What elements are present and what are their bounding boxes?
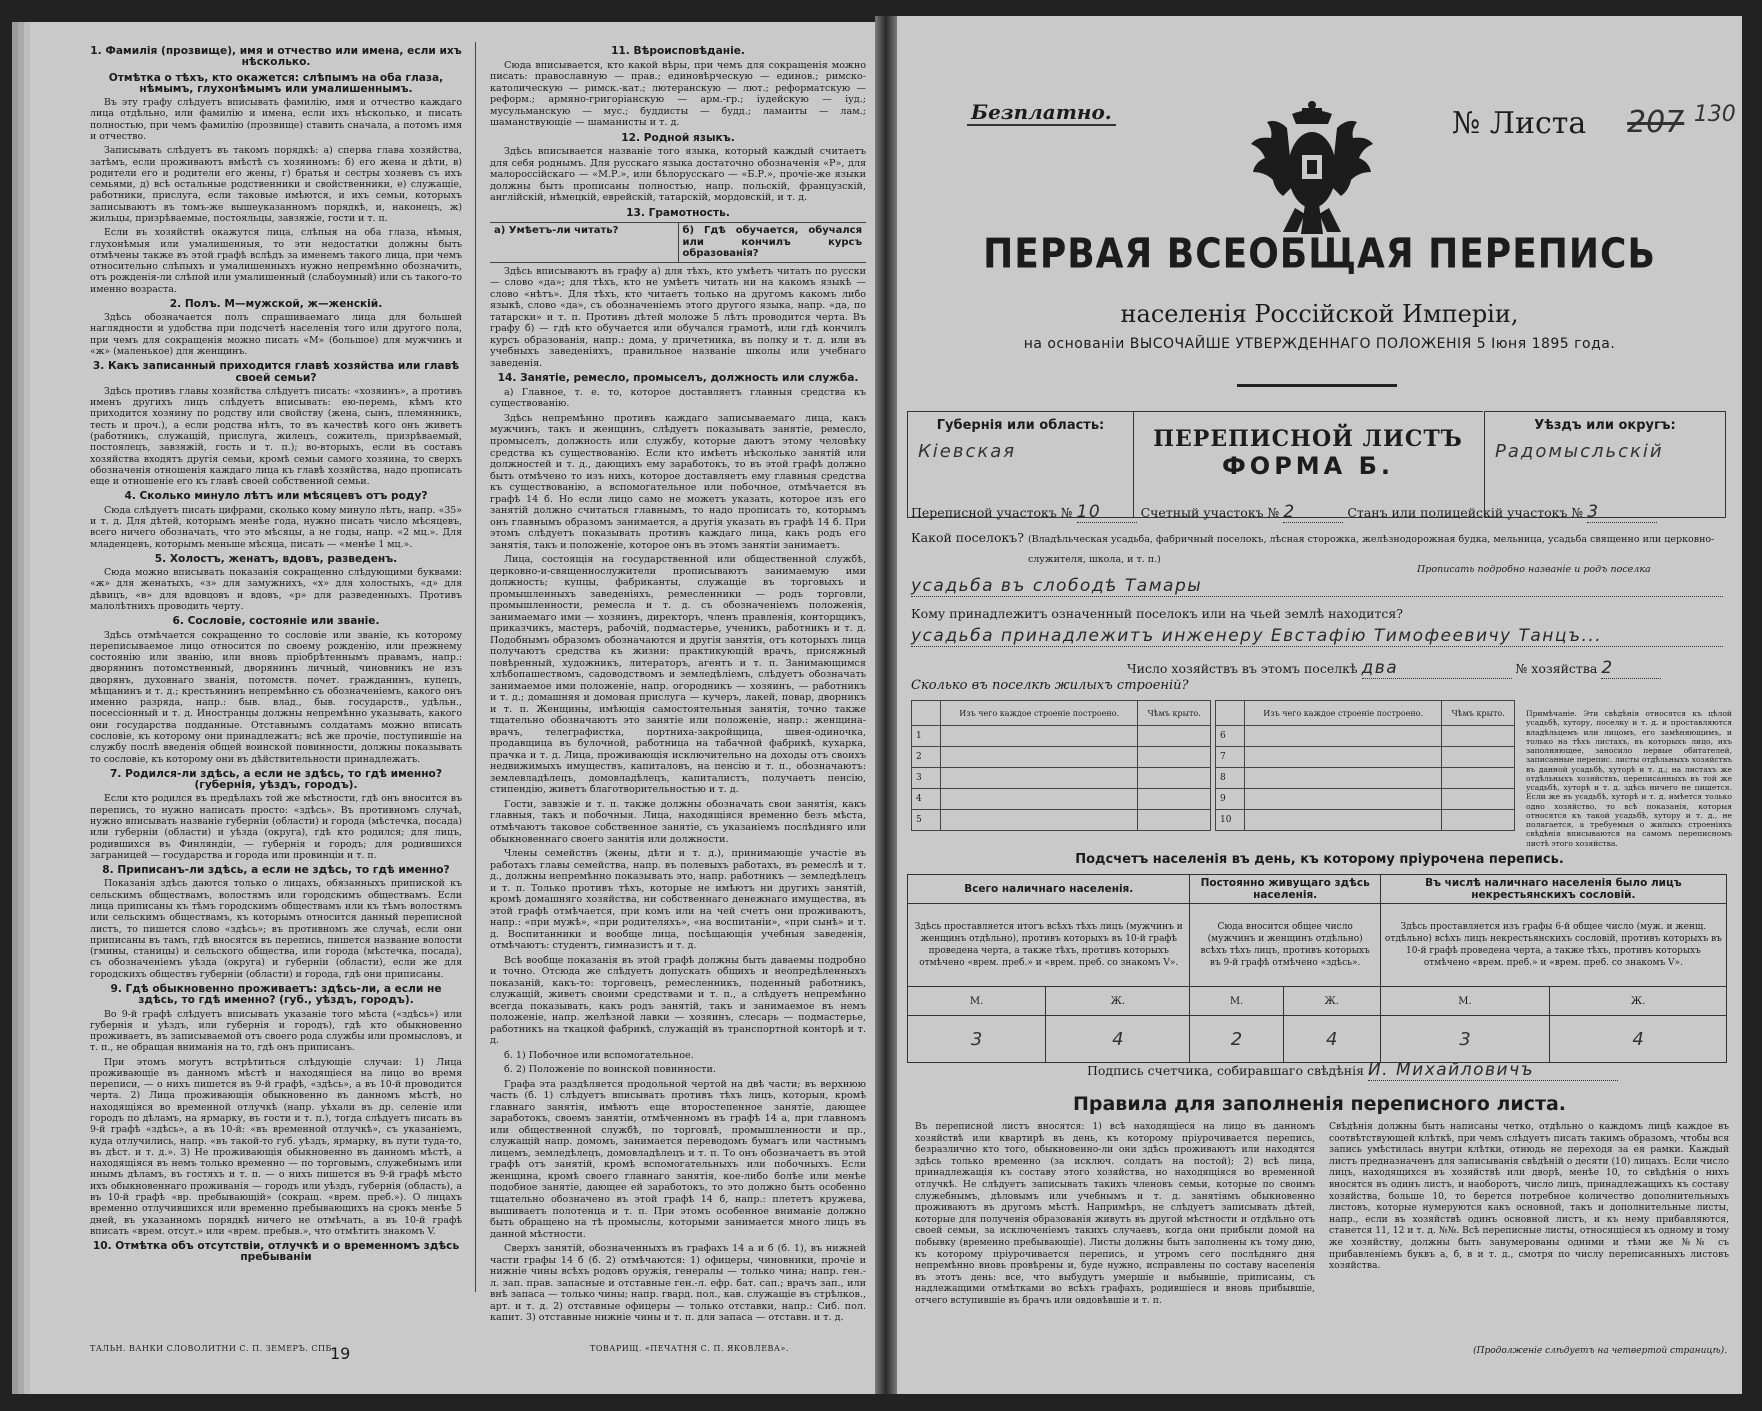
double-headed-eagle-icon: [1247, 100, 1377, 240]
printer-credit-left: ТАЛЬН. ВАНКИ СЛОВОЛИТНИ С. П. ЗЕМЕРЪ. СПБ.: [90, 1344, 335, 1353]
settlement-label: Какой поселокъ?: [911, 530, 1024, 545]
sheet-number-value: [1627, 102, 1736, 140]
male-label: М.: [908, 987, 1046, 1016]
section-heading: 8. Приписанъ-ли здѣсь, а если не здѣсь, то гдѣ именно?: [102, 864, 450, 877]
paragraph: Показанія здѣсь даются только о лицахъ, обязанныхъ припиской къ сельскимъ обществамъ, волостямъ или городскимъ обществамъ. Если лица приписаны къ тѣмъ городскимъ обществамъ или къ тѣмъ волостямъ или сельскимъ обществамъ, къ которымъ относится данный переписной листъ, то пишется слово «здѣсь»; въ противномъ же случаѣ, если они приписаны въ тамъ, гдѣ вносятся въ перепись, пишется название волости (гмины, станицы) и сельского общества, или города (мѣстечка, посада), съ обозначеніемъ уѣзда (округа) и губерніи (области), если же для городскихъ обществъ губерніи (области) и города, гдѣ они приписаны.: [90, 878, 462, 980]
pop-desc-non-peasant: Здѣсь проставляется изъ графы 6-й общее число (муж. и женщ. отдѣльно) всѣхъ лицъ некрестьянскихъ сословій, противъ которыхъ въ 10-й графѣ проведена черта, а также тѣхъ, противъ которыхъ отмѣчено «врем. преб.» и «врем. преб. со знакомъ V».: [1380, 904, 1726, 987]
counting-section-value: 2: [1283, 502, 1343, 523]
left-page: [30, 22, 875, 1394]
sections-line: [911, 502, 1657, 523]
left-column-2: [490, 42, 866, 1327]
form-title: ПЕРЕПИСНОЙ ЛИСТЪ: [1153, 426, 1463, 452]
sheet-number-current: 130: [1693, 102, 1736, 127]
paragraph: Въ эту графу слѣдуетъ вписывать фамилію, имя и отчество каждаго лица отдѣльно, или фамилію и имена, если ихъ нѣсколько, и писать полностью, при чемъ фамилію (прозвище) ставить сначала, а потомъ имя и отчество.: [90, 97, 462, 142]
table-row: 5: [912, 810, 1211, 831]
sheet-number-label: № Листа: [1452, 106, 1587, 141]
literacy-subheader: а) Умѣетъ-ли читать?: [494, 225, 619, 237]
male-label: М.: [1380, 987, 1549, 1016]
table-row: 10: [1216, 810, 1515, 831]
population-table: [907, 874, 1727, 1063]
bld-header-name: Изъ чего каждое строеніе построено.: [941, 701, 1138, 726]
paragraph: б. 2) Положеніе по воинской повинности.: [504, 1064, 716, 1076]
paragraph: Здѣсь отмѣчается сокращенно то сословіе или званіе, къ которому переписываемое лицо относится по своему рожденію, или прежнему состоянію или званію, или вновь пріобрѣтеннымъ правамъ, напр.: дворянинъ потомственный, дворянинъ личный, чиновникъ не изъ дворянъ, духовнаго званія, потомств. почет. гражданинъ, купецъ, мѣщанинъ и т. д.; крестьянинъ непремѣнно съ обозначеніемъ, какого онъ именно разряда, напр.: быв. влад., быв. государств., удѣльн., посессіонный и т. д. Иностранцы должны непремѣнно указывать, какого они государства подданные. Отставнымъ солдатамъ можно вписать сословіе, къ которому они принадлежатъ; всѣ же прочіе, поступившіе на службу послѣ введенія общей воинской повинности, должны показывать то сословіе, къ которому они въ дѣйствительности принадлежатъ.: [90, 629, 462, 765]
section-heading: 6. Сословіе, состояніе или званіе.: [172, 615, 380, 628]
buildings-table-right: [1215, 700, 1515, 831]
settlement-hint: (Владѣльческая усадьба, фабричный поселокъ, лѣсная сторожка, желѣзнодорожная будка, мельница, усадьба священно или церковно-служителя, школа, и т. п.): [1027, 534, 1715, 565]
section-heading: 4. Сколько минуло лѣтъ или мѣсяцевъ отъ роду?: [124, 490, 428, 503]
stan-value: 3: [1587, 502, 1657, 523]
district-value: Радомысльскій: [1495, 441, 1664, 462]
census-basis: на основаніи ВЫСОЧАЙШЕ УТВЕРЖДЕННАГО ПОЛОЖЕНІЯ 5 Іюня 1895 года.: [1023, 336, 1616, 352]
census-subtitle: населенія Россійской Имперіи,: [1120, 300, 1519, 328]
census-title: ПЕРВАЯ ВСЕОБЩАЯ ПЕРЕПИСЬ: [983, 230, 1656, 279]
buildings-question: Сколько въ поселкѣ жилыхъ строеній?: [911, 678, 1189, 693]
paragraph: б. 1) Побочное или вспомогательное.: [504, 1049, 694, 1061]
column-divider: [475, 42, 476, 1292]
resident-female-count: 4: [1283, 1016, 1380, 1063]
table-row: 8: [1216, 768, 1515, 789]
section-heading: 12. Родной языкъ.: [621, 131, 735, 144]
owner-value-line: [911, 626, 1726, 647]
pop-desc-resident: Сюда вносится общее число (мужчинъ и женщинъ отдѣльно) всѣхъ тѣхъ лицъ, противъ которыхъ въ 9-й графѣ отмѣчено «здѣсь».: [1190, 904, 1380, 987]
right-page: [897, 16, 1742, 1394]
table-row: 4: [912, 789, 1211, 810]
section-heading: 7. Родился-ли здѣсь, а если не здѣсь, то гдѣ именно? (губернія, уѣздъ, городъ).: [110, 767, 442, 792]
district-label: Уѣздъ или округъ:: [1534, 418, 1676, 433]
resident-male-count: 2: [1190, 1016, 1283, 1063]
table-row: 7: [1216, 747, 1515, 768]
paragraph: Гости, завзжіе и т. п. также должны обозначать свои занятія, какъ главныя, такъ и побочныя. Лица, находящіяся временно безъ мѣста, отмѣчаютъ таковое собственное занятіе, съ указаніемъ послѣдняго или обыкновеннаго своего занятія или должности.: [490, 798, 866, 845]
paragraph: Сюда можно вписывать показанія сокращенно слѣдующими буквами: «ж» для женатыхъ, «з» для замужнихъ, «х» для холостыхъ, «д» для дѣвицъ, «в» для вдовцовъ и вдовъ, «р» для разведенныхъ. Противъ малолѣтнихъ проводить черту.: [90, 567, 462, 612]
counter-signature: И. Михайловичъ: [1368, 1060, 1618, 1081]
paragraph: Сверхъ занятій, обозначенныхъ въ графахъ 14 а и б (б. 1), въ нижней части графы 14 б (б. 2) отмѣчаются: 1) офицеры, чиновники, прочіе и нижніе чины всѣхъ родовъ оружія, генералы — только чина; напр. ген.-л. зап. прав. запасные и отставные ген.-л. ефр. бат. сап.; врачъ зап., или внѣ запаса — только чины; напр. гвард. пол., кав. служащіе въ стрѣлков., арт. и т. д. 2) отставные офицеры — только отставки, напр.: Сиб. пол. капит. 3) отставные нижніе чины и т. п. для запаса — отставн. и т. д.: [490, 1243, 866, 1324]
settlement-hint2-line: [1417, 560, 1651, 575]
table-row: 3: [912, 768, 1211, 789]
settlement-hint2: Прописать подробно названіе и родъ поселка: [1417, 564, 1651, 575]
present-male-count: 3: [908, 1016, 1046, 1063]
settlement-value-line: [911, 576, 1726, 597]
settlement-value: усадьба въ слободѣ Тамары: [911, 576, 1723, 597]
title-rule: [1237, 384, 1397, 387]
paragraph: Здѣсь противъ главы хозяйства слѣдуетъ писать: «хозяинъ», а противъ именъ другихъ лицъ слѣдуетъ вписывать: ею-перемь, кѣмъ кто приходится хозяину по родству или свойству (жена, сынъ, племянникъ, тесть и проч.), а если родства нѣтъ, то въ качествѣ кого онъ живетъ (работникъ, служащій, прислуга, жилецъ, сожитель, призрѣваемый, постоялецъ, завзяжій, гость и т. п.); во-вторыхъ, если въ составъ хозяйства входятъ другія семьи, кромѣ семьи самого хозяина, то сверхъ обозначенія отношенія каждаго лица къ главѣ хозяйства, надо прописать еще и отношеніе его къ главѣ своей собственной семьи.: [90, 385, 462, 488]
rules-right-text: Свѣдѣнія должны быть написаны четко, отдѣльно о каждомъ лицѣ каждое въ соотвѣтствующей клѣткѣ, при чемъ слѣдуетъ писать такимъ образомъ, чтобы вся запись умѣстилась внутри клѣтки, отнюдь не переходя за ея рамки. Каждый листъ предназначенъ для записыванія свѣдѣній о десяти (10) лицахъ. Если число лицъ, находящихся въ хозяйствѣ или дворѣ, менѣе 10, то свѣдѣнія о нихъ вносятся въ одинъ листъ, и наоборотъ, число лицъ, принадлежащихъ къ составу хозяйства, больше 10, то берется потребное количество дополнительныхъ листовъ, которые нумеруются какъ основной, такъ и дополнительные листы, напр., если въ хозяйствѣ одинъ основной листъ, и къ нему прибавляются, станется 11, 12 и т. д. №№. Всѣ переписные листы, относящіеся къ одному и тому же хозяйству, должны быть занумерованы одними и тѣми же №№ съ прибавленіемъ буквъ а, б, в и т. д., смотря по числу переписанныхъ листовъ хозяйства.: [1329, 1121, 1729, 1272]
female-label: Ж.: [1283, 987, 1380, 1016]
census-section-label: Переписной участокъ №: [911, 505, 1073, 520]
present-female-count: 4: [1046, 1016, 1190, 1063]
counter-label: Подпись счетчика, собиравшаго свѣдѣнія: [1087, 1063, 1364, 1078]
table-row: 9: [1216, 789, 1515, 810]
household-no-value: 2: [1601, 658, 1661, 679]
paragraph: Всѣ вообще показанія въ этой графѣ должны быть даваемы подробно и точно. Отсюда же слѣдуетъ допускать общихъ и неопредѣленныхъ показаній, какъ-то: торговецъ, ремесленникъ, поденный работникъ, служащій, живетъ своими средствами и т. п., а слѣдуетъ непремѣнно всегда показывать, какъ родъ занятій, такъ и занимаемое въ немъ положеніе, напр. желѣзной лавки — хозяинъ, слесарь — подмастерье, работникъ на ткацкой фабрикѣ, служащій въ транспортной конторѣ и т. д.: [490, 954, 866, 1047]
paragraph: При этомъ могутъ встрѣтиться слѣдующіе случаи: 1) Лица проживающіе въ данномъ мѣстѣ и находящіеся на лицо во время переписи, — о нихъ пишется въ 9-й графѣ, «здѣсь», а въ 10-й проводится черта. 2) Лица проживающія обыкновенно въ данномъ мѣстѣ, но находящіяся во временной отлучкѣ (напр. уѣхали въ др. селеніе или городъ по дѣламъ, на ярмарку, въ гости и т. п.), тогда слѣдуетъ писать въ 9-й графѣ «здѣсь», а въ 10-й: «въ временной отлучкѣ», съ указаніемъ, куда отлучились, напр. «въ такой-то губ. уѣздъ, ярмарку, въ пути туда-то, въ дѣст. и т. д.». 3) Не проживающія обыкновенно въ данномъ мѣстѣ, а находящіяся въ немъ только временно — по торговымъ, служебнымъ или инымъ дѣламъ, въ гостяхъ и т. п. — о нихъ пишется въ 9-й графѣ мѣсто ихъ обыкновеннаго проживанія — городъ или уѣздъ, губернія (область), а въ 10-й графѣ «вр. пребывающій» (сокращ. «врем. преб.»). О лицахъ временно отлучившихся или временно пребывающихъ на срокъ менѣе 5 дней, въ указанномъ порядкѣ ничего не отмѣчать, а въ 10-й графѣ вписать «врем. отсут.» или «врем. пребыв.», что отмѣтить знакомъ V.: [90, 1056, 462, 1237]
section-heading: 3. Какъ записанный приходится главѣ хозяйства или главѣ своей семьи?: [92, 360, 460, 384]
households-line: [1127, 658, 1661, 679]
rules-title: Правила для заполненія переписного листа.: [1072, 1093, 1567, 1115]
pop-desc-present: Здѣсь проставляется итогъ всѣхъ тѣхъ лицъ (мужчинъ и женщинъ отдѣльно), противъ которыхъ въ 10-й графѣ проведена черта, а также тѣхъ, противъ которыхъ отмѣчено «врем. преб.» и «врем. преб. со знакомъ V».: [908, 904, 1190, 987]
households-label: Число хозяйствъ въ этомъ поселкѣ: [1127, 661, 1358, 676]
owner-label: Кому принадлежитъ означенный поселокъ или на чьей землѣ находится?: [911, 606, 1403, 621]
table-row: 1: [912, 726, 1211, 747]
province-value: Кіевская: [918, 441, 1017, 462]
non-peasant-male-count: 3: [1380, 1016, 1549, 1063]
table-row: 6: [1216, 726, 1515, 747]
continued-note: (Продолженіе слѣдуетъ на четвертой страницѣ).: [1473, 1346, 1727, 1356]
census-section-value: 10: [1077, 502, 1137, 523]
section-heading: 14. Занятіе, ремесло, промыселъ, должность или служба.: [497, 372, 859, 385]
paragraph: Здѣсь вписываютъ въ графу а) для тѣхъ, кто умѣетъ читать по русски — слово «да»; для тѣхъ, кто не умѣетъ читать ни на какомъ языкѣ — слово «нѣтъ». Для тѣхъ, кто читаетъ только на другомъ какомъ либо языкѣ, слово «да», съ обозначеніемъ этого другого языка, напр. «да, по татарски» и т. п. Противъ дѣтей моложе 5 лѣтъ проводится черта. Въ графу б) — гдѣ кто обучается или обучался грамотѣ, или гдѣ кончилъ курсъ образованія, напр.: дома, у причетника, въ полку и т. д. или въ учебныхъ заведеніяхъ, правильное названіе школы или учебнаго заведенія.: [490, 265, 866, 369]
buildings-note: Примѣчаніе. Эти свѣдѣнія относятся къ цѣлой усадьбѣ, хутору, поселку и т. д. и проставляются владѣльцемъ или лицомъ, его замѣняющимъ, и только на тѣхъ листахъ, въ которыхъ лицо, ихъ заполняющее, заносило первые обитателей, записанные перепис. листы отдѣльныхъ хозяйствъ въ данной усадьбѣ, хуторѣ и т. д.; на листахъ же отдѣльныхъ хозяйствъ, переписанныхъ въ той же усадьбѣ, хуторѣ и т. д. здѣсь ничего не пишется. Если же въ усадьбѣ, хуторѣ и т. д. имѣется только одно хозяйство, то всѣ показанія, которыя относятся къ такой усадьбѣ, хутору и т. д., не полагается, а требуемыя о жилыхъ строеніяхъ свѣдѣнія вписываются на самомъ переписномъ листѣ этого хозяйства.: [1526, 709, 1732, 848]
form-subtitle: ФОРМА Б.: [1221, 452, 1394, 480]
paragraph: Лица, состоящія на государственной или общественной службѣ, церковно-и-священнослужители прописываютъ занимаемую ими должность; купцы, фабриканты, служащіе въ торговыхъ и промышленныхъ заведеніяхъ, ремесленники — родъ торговли, промышленности, ремесла и т. д. съ обозначеніемъ положенія, занимаемаго ими — хозяинъ, директоръ, членъ правленія, конторщикъ, приказчикъ, мастеръ, рабочій, подмастерье, ученикъ, работникъ и т. д. Подобнымъ образомъ обозначаются и другія занятія, отъ которыхъ лица получаютъ средства къ жизни: практикующій врачъ, присяжный повѣренный, художникъ, литераторъ, агентъ и т. п. Занимающимся хлѣбопашествомъ, садоводствомъ и земледѣліемъ, слѣдуетъ обозначать занимаемое ими положеніе, напр. огородникъ — хозяинъ, — работникъ и т. д.; домашняя и домовая прислуга — кучеръ, лакей, повар, дворникъ и т. п. Женщины, имѣющія самостоятельныя занятія, точно также тщательно обозначаютъ это занятіе или положеніе, напр.: женщина-врачъ, телеграфистка, портниха-закройщица, швея-одиночка, продавщица въ булочной, работница на табачной фабрикѣ, кухарка, прачка и т. д. Лица, проживающія исключительно на доходы отъ своихъ недвижимыхъ имуществъ, капиталовъ, на пенсію и т. п., обозначаютъ: землевладѣлецъ, домовладѣлецъ, капиталистъ, получаетъ пенсію, стипендію, живетъ благотворительностью и т. д.: [490, 554, 866, 796]
literacy-subheader: б) Гдѣ обучается, обучался или кончилъ курсъ образованія?: [678, 223, 867, 262]
non-peasant-female-count: 4: [1550, 1016, 1727, 1063]
paragraph: Во 9-й графѣ слѣдуетъ вписывать указаніе того мѣста («здѣсь») или губернія и уѣздъ, или губернія и городъ), гдѣ кто обыкновенно проживаетъ, въ записываемой отъ своего рода службы или промысловъ, и т. п., не обращая вниманія на то, гдѣ онъ приписанъ.: [90, 1008, 462, 1054]
households-value: два: [1362, 658, 1512, 679]
paragraph: Сюда вписывается, кто какой вѣры, при чемъ для сокращенія можно писать: православную — прав.; единовѣрческую — единов.; римско-католическую — римск.-кат.; лютеранскую — лют.; реформатскую — реформ.; армяно-григоріанскую — арм.-гр.; іудейскую — іуд.; мусульманскую — мус.; буддисты — будд.; ламаиты — лам.; шаманствующіе — шаманисты и т. д.: [490, 59, 866, 129]
counting-section-label: Счетный участокъ №: [1140, 505, 1280, 520]
left-column-1: [90, 42, 462, 1266]
literacy-subheaders: [490, 222, 866, 263]
section-heading: Отмѣтка о тѣхъ, кто окажется: слѣпымъ на оба глаза, нѣмымъ, глухонѣмымъ или умалишеннымъ.: [108, 71, 444, 95]
paragraph: Записывать слѣдуетъ въ такомъ порядкѣ: а) сперва глава хозяйства, затѣмъ, если проживаютъ вмѣстѣ съ хозяиномъ: б) его жена и дѣти, в) родители его и родители его жены, г) братья и сестры хозяевъ съ ихъ семьями, д) всѣ остальные родственники и свойственники, е) служащіе, работники, прислуга, если таковые имѣются, и ихъ семьи, которыхъ записываютъ въ томъ-же вышеуказанномъ порядкѣ, и, наконецъ, ж) жильцы, призрѣваемые, постояльцы, завзяжіе, гости и т. п.: [90, 145, 462, 224]
female-label: Ж.: [1550, 987, 1727, 1016]
paragraph: Графа эта раздѣляется продольной чертой на двѣ части; въ верхнюю часть (б. 1) слѣдуетъ вписывать противъ тѣхъ лицъ, которыя, кромѣ главнаго занятія, имѣютъ еще второстепенное занятіе, дающее заработокъ, своемъ занятіи, отмѣченномъ въ графѣ 14 а, при главномъ или общественной службѣ, по торговлѣ, промышленности и пр., служащій напр. домомъ, занимается переводомъ бумагъ или частнымъ лицемъ, земледѣлецъ, домовладѣлецъ и т. п. То онъ обозначаетъ въ этой графѣ отъ занятій, кромѣ вспомогательныхъ или побочныхъ. Если женщина, кромѣ своего главнаго занятія, кое-либо болѣе или менѣе подобное занятіе, дающее ей заработокъ, то это должно быть особенно тщательно обозначено въ этой графѣ 14 б, напр.: плететъ кружева, вышиваетъ полотенца и т. п. При этомъ особенное вниманіе должно быть обращено на тѣ промыслы, которыми занимается много лицъ въ данной мѣстности.: [490, 1078, 866, 1240]
counter-signature-line: [1087, 1060, 1618, 1081]
paragraph: Если въ хозяйствѣ окажутся лица, слѣпыя на оба глаза, нѣмыя, глухонѣмыя или умалишенныя, то эти недостатки должны быть отмѣчены также въ этой графѣ вслѣдъ за именемъ такого лица, при чемъ относительно слѣпыхъ и умалишенныхъ нужно непремѣнно обозначить, отъ рожденія-ли слѣпой или умалишенный (слабоумный) или съ такого-то именно возраста.: [90, 227, 462, 295]
paragraph: Здѣсь вписывается названіе того языка, который каждый считаетъ для себя роднымъ. Для русскаго языка достаточно обозначенія «Р», для малороссійскаго — «М.Р.», или бѣлорусскаго — «Б.Р.», прочіе-же языки должны быть прописаны полностью, напр. польскій, французскій, англійскій, нѣмецкій, еврейскій, татарскій, мордовскій, и т. д.: [490, 146, 866, 204]
population-count-title: Подсчетъ населенія въ день, къ которому пріурочена перепись.: [1075, 852, 1564, 867]
male-label: М.: [1190, 987, 1283, 1016]
household-no-label: № хозяйства: [1515, 661, 1598, 676]
section-heading: 10. Отмѣтка объ отсутствіи, отлучкѣ и о временномъ здѣсь пребываніи: [92, 1240, 460, 1264]
paragraph: Здѣсь обозначается полъ спрашиваемаго лица для большей наглядности и удобства при подсчетѣ населенія того или другого пола, при чемъ для сокращенія можно писать «М» (большое) для мужчинъ и «ж» (маленькое) для женщинъ.: [90, 312, 462, 358]
paragraph: Если кто родился въ предѣлахъ той же мѣстности, гдѣ онъ вносится въ перепись, то нужно написать просто: «здѣсь». Въ противномъ случаѣ, нужно вписывать названіе губерніи (области) и города (мѣстечка, посада) или губерніи (области) и уѣзда (округа), гдѣ кто родился; для лицъ, родившихся въ Финляндіи, — губернія и городъ; для родившихся заграницей — государства и города или провинціи и т. п.: [90, 793, 462, 861]
bld-header-roof: Чѣмъ крыто.: [1138, 701, 1211, 726]
paragraph: Члены семействъ (жены, дѣти и т. д.), принимающіе участіе въ работахъ главы семейства, напр. въ полевыхъ работахъ, въ ремеслѣ и т. д., должны непремѣнно показывать это, напр. работникъ — земледѣлецъ и т. п. Только противъ тѣхъ, которые не имѣютъ ни другихъ занятій, кромѣ домашняго хозяйства, ни собственнаго денежнаго имущества, въ этой графѣ отмѣчается, при комъ или на чей счетъ они проживаютъ, напр.: «при мужѣ», «при родителяхъ», «на воспитаніи», «при сынѣ» и т. д. Воспитанники и вообще лица, посѣщающія учебныя заведенія, отмѣчаютъ: студентъ, гимназистъ и т. д.: [490, 848, 866, 952]
section-heading: 11. Вѣроисповѣданіе.: [611, 45, 745, 57]
bld-header-roof-2: Чѣмъ крыто.: [1442, 701, 1515, 726]
paragraph: а) Главное, т. е. то, которое доставляетъ главныя средства къ существованію.: [490, 386, 866, 410]
female-label: Ж.: [1046, 987, 1190, 1016]
free-label: Безплатно.: [967, 100, 1116, 126]
pop-header-non-peasant: Въ числѣ наличнаго населенія было лицъ некрестьянскихъ сословій.: [1380, 875, 1726, 904]
sheet-number-struck: 207: [1627, 105, 1685, 140]
section-heading: 5. Холостъ, женатъ, вдовъ, разведенъ.: [154, 552, 398, 565]
page-number: 19: [330, 1344, 351, 1363]
section-heading: 13. Грамотность.: [626, 206, 730, 219]
bld-header-name-2: Изъ чего каждое строеніе построено.: [1245, 701, 1442, 726]
section-heading: 1. Фамилія (прозвище), имя и отчество или имена, если ихъ нѣсколько.: [90, 45, 462, 69]
pop-header-present: Всего наличнаго населенія.: [908, 875, 1190, 904]
rules-left-text: Въ переписной листъ вносятся: 1) всѣ находящіеся на лицо въ данномъ хозяйствѣ или квартирѣ въ день, къ которому пріурочивается перепись, безразлично кто того, обыкновенно-ли они здѣсь проживаютъ или находятся здѣсь только временно (за исключ. солдатъ на постой); 2) всѣ лица, принадлежащія къ составу этого хозяйства, но находящіяся во временной отлучкѣ. Не слѣдуетъ записывать такихъ членовъ семьи, которые по своимъ служебнымъ, дѣловымъ или учебнымъ и т. д. занятіямъ обыкновенно проживаютъ въ другомъ мѣстѣ. Напримѣръ, не слѣдуетъ записывать дѣтей, которые для полученія образованія живутъ въ другой мѣстности и отдѣльно отъ своей семьи, за исключеніемъ такихъ случаевъ, когда они прибыли домой на побывку (временно пребывающіе). Листы должны быть заполнены къ тому дню, къ которому пріурочивается перепись, и утромъ сего послѣдняго дня непремѣнно вновь провѣрены и, буде нужно, исправлены по составу населенія въ этотъ день: все, что выбудутъ умершіе и выбывшіе, приписаны, съ надлежащими отмѣтками во всѣхъ графахъ, родившіеся и вновь прибывшіе, отчего вступившіе въ брачъ или овдовѣвшіе и т. п.: [915, 1121, 1315, 1306]
owner-value: усадьба принадлежитъ инженеру Евстафію Тимофеевичу Танцъ...: [911, 626, 1723, 647]
table-row: 2: [912, 747, 1211, 768]
paragraph: Сюда слѣдуетъ писать цифрами, сколько кому минуло лѣтъ, напр. «35» и т. д. Для дѣтей, которымъ менѣе года, нужно писать число мѣсяцевъ, всего ничего обозначать, что это мѣсяцы, а не годы, напр. «2 мц.». Для младенцевъ, которымъ меньше мѣсяца, писать — «менѣе 1 мц.».: [90, 504, 462, 550]
stan-label: Станъ или полицейскій участокъ №: [1347, 505, 1584, 520]
section-heading: 9. Гдѣ обыкновенно проживаетъ: здѣсь-ли, а если не здѣсь, то гдѣ именно? (губ., уѣздъ, городъ).: [110, 982, 442, 1007]
pop-header-resident: Постоянно живущаго здѣсь населенія.: [1190, 875, 1380, 904]
printer-credit-right: ТОВАРИЩ. «ПЕЧАТНЯ С. П. ЯКОВЛЕВА».: [590, 1344, 789, 1353]
buildings-table-left: [911, 700, 1211, 831]
paragraph: Здѣсь непремѣнно противъ каждаго записываемаго лица, какъ мужчинъ, такъ и женщинъ, слѣдуетъ показывать занятіе, ремесло, промыселъ, должность или службу, которые даютъ этому человѣку средства къ существованію. Если кто имѣетъ нѣсколько занятій или должностей и т. д., дающихъ ему заработокъ, то въ этой графѣ должно быть отмѣчено то изъ нихъ, которое доставляетъ ему главныя средства къ существованію, а вспомогательное или побочное, отмѣчается въ графѣ 14 б. Но если лицо само не можетъ указать, которое изъ его занятій должно считаться главнымъ, то надо прописать то, которымъ онъ главнымъ образомъ занимается, а другія указать въ графѣ 14 б. При этомъ слѣдуетъ показывать противъ каждаго лица, какъ родъ его занятія, такъ и положеніе, которое онъ въ этомъ занятіи занимаетъ.: [490, 412, 866, 551]
book-gutter: [875, 16, 897, 1394]
province-label: Губернія или область:: [936, 418, 1105, 433]
section-heading: 2. Полъ. М—мужской, ж—женскій.: [169, 297, 383, 310]
